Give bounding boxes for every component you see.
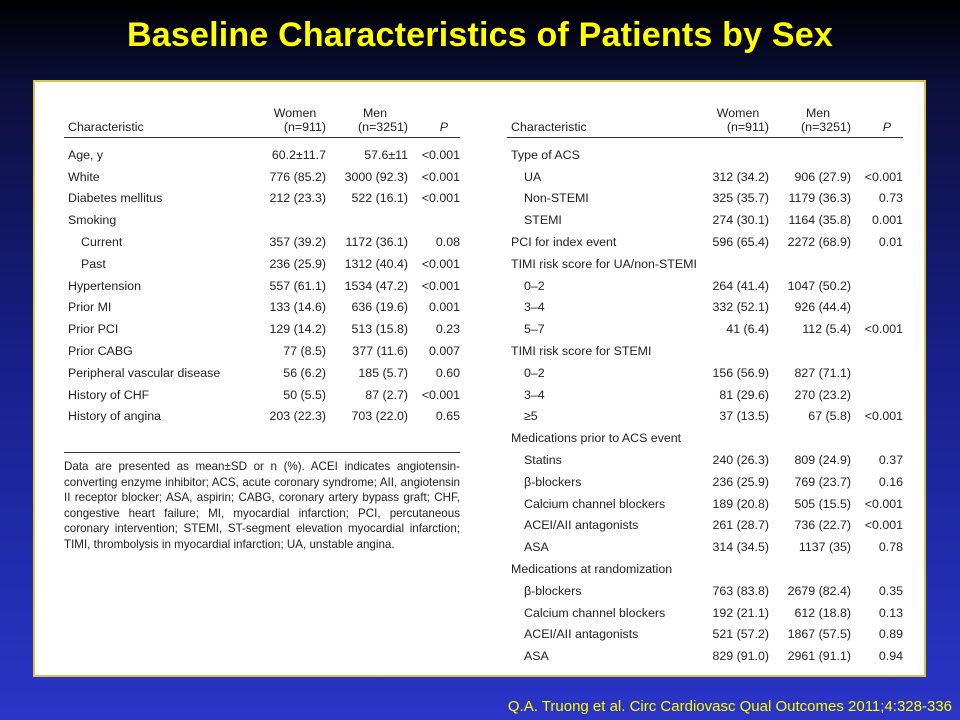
header-p: P — [882, 120, 891, 134]
table-row — [507, 645, 903, 667]
table-row — [64, 231, 460, 253]
row-p-value: <0.001 — [421, 191, 460, 206]
row-women-value: 77 (8.5) — [283, 344, 326, 359]
row-men-value: 1137 (35) — [798, 540, 851, 555]
left-table — [64, 100, 460, 427]
table-row — [507, 209, 903, 231]
table-row — [64, 362, 460, 384]
row-men-value: 57.6±11 — [364, 147, 408, 162]
row-p-value: 0.89 — [878, 627, 903, 642]
row-women-value — [697, 253, 769, 275]
row-women-value: 156 (56.9) — [712, 365, 769, 380]
citation: Q.A. Truong et al. Circ Cardiovasc Qual Outcomes 2011;4:328-336 — [507, 698, 952, 715]
row-p-value: <0.001 — [421, 387, 460, 402]
row-label: ASA — [524, 540, 549, 555]
row-label: 0–2 — [524, 278, 545, 293]
table-row — [64, 318, 460, 340]
row-men-value: 505 (15.5) — [794, 496, 851, 511]
row-label: Prior PCI — [68, 322, 119, 337]
header-men-label: Men — [805, 106, 831, 120]
row-men-value: 1179 (36.3) — [788, 191, 851, 206]
row-p-value: <0.001 — [864, 518, 903, 533]
row-p-value: <0.001 — [864, 322, 903, 337]
row-men-value: 636 (19.6) — [351, 300, 408, 315]
row-women-value — [697, 340, 769, 362]
row-women-value: 557 (61.1) — [269, 278, 326, 293]
row-women-value: 274 (30.1) — [712, 213, 769, 228]
row-men-value: 1867 (57.5) — [787, 627, 851, 642]
row-p-value: <0.001 — [421, 256, 460, 271]
row-label: ASA — [524, 649, 549, 664]
table-row — [64, 253, 460, 275]
row-label: Prior MI — [68, 300, 112, 315]
row-men-value: 2272 (68.9) — [787, 235, 851, 250]
row-men-value: 522 (16.1) — [351, 191, 408, 206]
row-women-value: 332 (52.1) — [712, 300, 769, 315]
row-p-value — [851, 275, 903, 297]
row-p-value: 0.08 — [435, 235, 460, 250]
header-characteristic: Characteristic — [511, 120, 587, 134]
row-p-value: 0.35 — [878, 583, 903, 598]
row-p-value: 0.13 — [878, 605, 903, 620]
row-women-value: 212 (23.3) — [269, 191, 326, 206]
row-label: Hypertension — [68, 278, 142, 293]
table-row — [64, 406, 460, 428]
header-p: P — [439, 120, 448, 134]
row-women-value: 264 (41.4) — [712, 278, 769, 293]
row-men-value — [769, 253, 851, 275]
row-women-value: 129 (14.2) — [269, 322, 326, 337]
header-characteristic: Characteristic — [68, 120, 144, 134]
table-row — [507, 231, 903, 253]
slide-title: Baseline Characteristics of Patients by Sex — [127, 16, 833, 54]
row-women-value: 37 (13.5) — [719, 409, 769, 424]
row-p-value: <0.001 — [864, 169, 903, 184]
row-p-value: <0.001 — [864, 496, 903, 511]
left-table-body — [64, 138, 460, 428]
row-label: ≥5 — [524, 409, 538, 424]
table-row — [507, 406, 903, 428]
row-p-value: 0.73 — [878, 191, 903, 206]
header-women — [697, 100, 769, 138]
row-women-value: 189 (20.8) — [712, 496, 769, 511]
header-women-label: Women — [716, 106, 760, 120]
row-women-value: 261 (28.7) — [712, 518, 769, 533]
row-men-value — [769, 558, 851, 580]
row-women-value: 776 (85.2) — [269, 169, 326, 184]
row-p-value — [851, 297, 903, 319]
row-p-value: 0.001 — [428, 300, 460, 315]
row-women-value: 56 (6.2) — [283, 365, 326, 380]
row-men-value: 1534 (47.2) — [344, 278, 408, 293]
row-label: 5–7 — [524, 322, 545, 337]
row-label: History of angina — [68, 409, 161, 424]
row-women-value: 133 (14.6) — [269, 300, 326, 315]
row-women-value: 763 (83.8) — [712, 583, 769, 598]
table-row — [507, 318, 903, 340]
table-row — [507, 384, 903, 406]
header-men — [326, 100, 408, 138]
left-table-header — [64, 100, 460, 138]
row-men-value — [769, 427, 851, 449]
row-men-value — [326, 209, 408, 231]
row-men-value: 809 (24.9) — [794, 453, 851, 468]
table-row — [507, 624, 903, 646]
row-p-value — [851, 384, 903, 406]
row-label: Past — [81, 256, 106, 271]
row-p-value — [851, 558, 903, 580]
table-row — [507, 138, 903, 166]
row-label: History of CHF — [68, 387, 150, 402]
row-women-value: 236 (25.9) — [269, 256, 326, 271]
row-label: 3–4 — [524, 387, 545, 402]
row-men-value: 2679 (82.4) — [787, 583, 851, 598]
row-p-value — [851, 362, 903, 384]
row-label: ACEI/AII antagonists — [524, 518, 639, 533]
table-row — [507, 493, 903, 515]
table-row — [507, 515, 903, 537]
row-men-value: 3000 (92.3) — [344, 169, 408, 184]
row-label: Smoking — [68, 213, 117, 228]
row-p-value: 0.16 — [878, 474, 903, 489]
row-men-value — [769, 138, 851, 166]
header-women-label: Women — [273, 106, 317, 120]
row-women-value — [254, 209, 326, 231]
row-men-value: 1172 (36.1) — [345, 235, 408, 250]
row-men-value: 270 (23.2) — [794, 387, 851, 402]
row-p-value: 0.60 — [435, 365, 460, 380]
header-men-n: (n=3251) — [801, 120, 851, 134]
table-row — [64, 275, 460, 297]
header-men — [769, 100, 851, 138]
row-men-value: 906 (27.9) — [794, 169, 851, 184]
table-row — [507, 427, 903, 449]
row-label: 3–4 — [524, 300, 545, 315]
row-women-value: 596 (65.4) — [712, 235, 769, 250]
table-row — [507, 580, 903, 602]
row-men-value: 87 (2.7) — [365, 387, 408, 402]
row-label: β-blockers — [524, 474, 582, 489]
row-women-value: 325 (35.7) — [712, 191, 769, 206]
table-row — [507, 558, 903, 580]
table-row — [64, 340, 460, 362]
row-women-value: 60.2±11.7 — [271, 147, 326, 162]
header-women — [254, 100, 326, 138]
row-p-value: 0.78 — [878, 540, 903, 555]
row-men-value: 112 (5.4) — [802, 322, 851, 337]
table-row — [64, 384, 460, 406]
row-p-value: <0.001 — [421, 169, 460, 184]
row-women-value — [697, 138, 769, 166]
row-p-value: 0.94 — [878, 649, 903, 664]
table-row — [507, 166, 903, 188]
row-p-value — [851, 253, 903, 275]
row-label: Prior CABG — [68, 344, 133, 359]
row-label: PCI for index event — [511, 235, 617, 250]
row-men-value: 1164 (35.8) — [788, 213, 851, 228]
row-women-value: 236 (25.9) — [712, 474, 769, 489]
row-men-value: 827 (71.1) — [794, 365, 851, 380]
right-table — [507, 100, 903, 667]
row-women-value: 240 (26.3) — [712, 453, 769, 468]
row-men-value: 1312 (40.4) — [344, 256, 408, 271]
row-label: Diabetes mellitus — [68, 191, 163, 206]
row-men-value: 67 (5.8) — [808, 409, 851, 424]
row-men-value: 1047 (50.2) — [787, 278, 851, 293]
table-panel — [33, 80, 926, 677]
row-women-value: 829 (91.0) — [712, 649, 769, 664]
row-women-value: 521 (57.2) — [712, 627, 769, 642]
row-p-value: 0.37 — [878, 453, 903, 468]
row-label: UA — [524, 169, 542, 184]
row-p-value: <0.001 — [421, 278, 460, 293]
row-men-value: 612 (18.8) — [794, 605, 851, 620]
row-men-value: 185 (5.7) — [358, 365, 408, 380]
row-p-value — [851, 138, 903, 166]
row-women-value: 314 (34.5) — [712, 540, 769, 555]
row-label: TIMI risk score for STEMI — [511, 344, 652, 359]
table-row — [64, 209, 460, 231]
row-women-value: 357 (39.2) — [269, 235, 326, 250]
row-men-value: 769 (23.7) — [794, 474, 851, 489]
table-row — [507, 275, 903, 297]
header-women-n: (n=911) — [726, 120, 769, 134]
right-table-header — [507, 100, 903, 138]
row-women-value — [697, 558, 769, 580]
row-p-value — [851, 340, 903, 362]
row-label: Calcium channel blockers — [524, 605, 666, 620]
row-men-value: 703 (22.0) — [351, 409, 408, 424]
row-label: Current — [81, 235, 123, 250]
row-label: Peripheral vascular disease — [68, 365, 221, 380]
row-women-value: 192 (21.1) — [712, 605, 769, 620]
table-row — [507, 362, 903, 384]
row-men-value: 513 (15.8) — [351, 322, 408, 337]
row-women-value — [697, 427, 769, 449]
row-women-value: 203 (22.3) — [269, 409, 326, 424]
row-label: Medications prior to ACS event — [511, 431, 682, 446]
row-label: Age, y — [68, 147, 104, 162]
row-label: β-blockers — [524, 583, 582, 598]
footnote: Data are presented as mean±SD or n (%). ACEI indicates angiotensin-converting enzyme inhibitor; ACS, acute coronary syndrome; AII, angiotensin II receptor blocker; ASA, aspirin; CABG, coronary artery bypass graft; CHF, congestive heart failure; MI, myocardial infarction; PCI, percutaneous coronary intervention; STEMI, ST-segment elevation myocardial infarction; TIMI, thrombolysis in myocardial infarction; UA, unstable angina. — [64, 452, 460, 553]
row-p-value: 0.007 — [428, 344, 460, 359]
row-label: Medications at randomization — [511, 562, 673, 577]
row-men-value: 736 (22.7) — [794, 518, 851, 533]
table-row — [507, 536, 903, 558]
table-row — [507, 253, 903, 275]
row-p-value: 0.23 — [435, 322, 460, 337]
table-row — [64, 138, 460, 166]
table-row — [507, 340, 903, 362]
row-men-value: 926 (44.4) — [794, 300, 851, 315]
header-men-label: Men — [362, 106, 388, 120]
row-women-value: 50 (5.5) — [283, 387, 326, 402]
row-label: Non-STEMI — [524, 191, 589, 206]
row-women-value: 312 (34.2) — [712, 169, 769, 184]
row-p-value: 0.65 — [435, 409, 460, 424]
row-p-value: <0.001 — [864, 409, 903, 424]
table-row — [64, 166, 460, 188]
right-table-body — [507, 138, 903, 668]
row-p-value: 0.001 — [871, 213, 903, 228]
row-label: 0–2 — [524, 365, 545, 380]
row-p-value: 0.01 — [878, 235, 903, 250]
row-women-value: 81 (29.6) — [719, 387, 769, 402]
row-p-value — [408, 209, 460, 231]
row-label: ACEI/AII antagonists — [524, 627, 639, 642]
row-label: Statins — [524, 453, 562, 468]
row-p-value: <0.001 — [421, 147, 460, 162]
row-label: Type of ACS — [511, 147, 580, 162]
table-row — [64, 188, 460, 210]
row-women-value: 41 (6.4) — [726, 322, 769, 337]
row-men-value — [769, 340, 851, 362]
row-label: STEMI — [524, 213, 562, 228]
table-row — [507, 471, 903, 493]
row-label: White — [68, 169, 100, 184]
table-row — [507, 297, 903, 319]
table-row — [507, 188, 903, 210]
row-men-value: 2961 (91.1) — [787, 649, 851, 664]
table-row — [64, 297, 460, 319]
row-men-value: 377 (11.6) — [352, 344, 408, 359]
row-label: TIMI risk score for UA/non-STEMI — [511, 256, 697, 271]
row-p-value — [851, 427, 903, 449]
header-men-n: (n=3251) — [358, 120, 408, 134]
header-women-n: (n=911) — [283, 120, 326, 134]
table-row — [507, 449, 903, 471]
table-row — [507, 602, 903, 624]
row-label: Calcium channel blockers — [524, 496, 666, 511]
